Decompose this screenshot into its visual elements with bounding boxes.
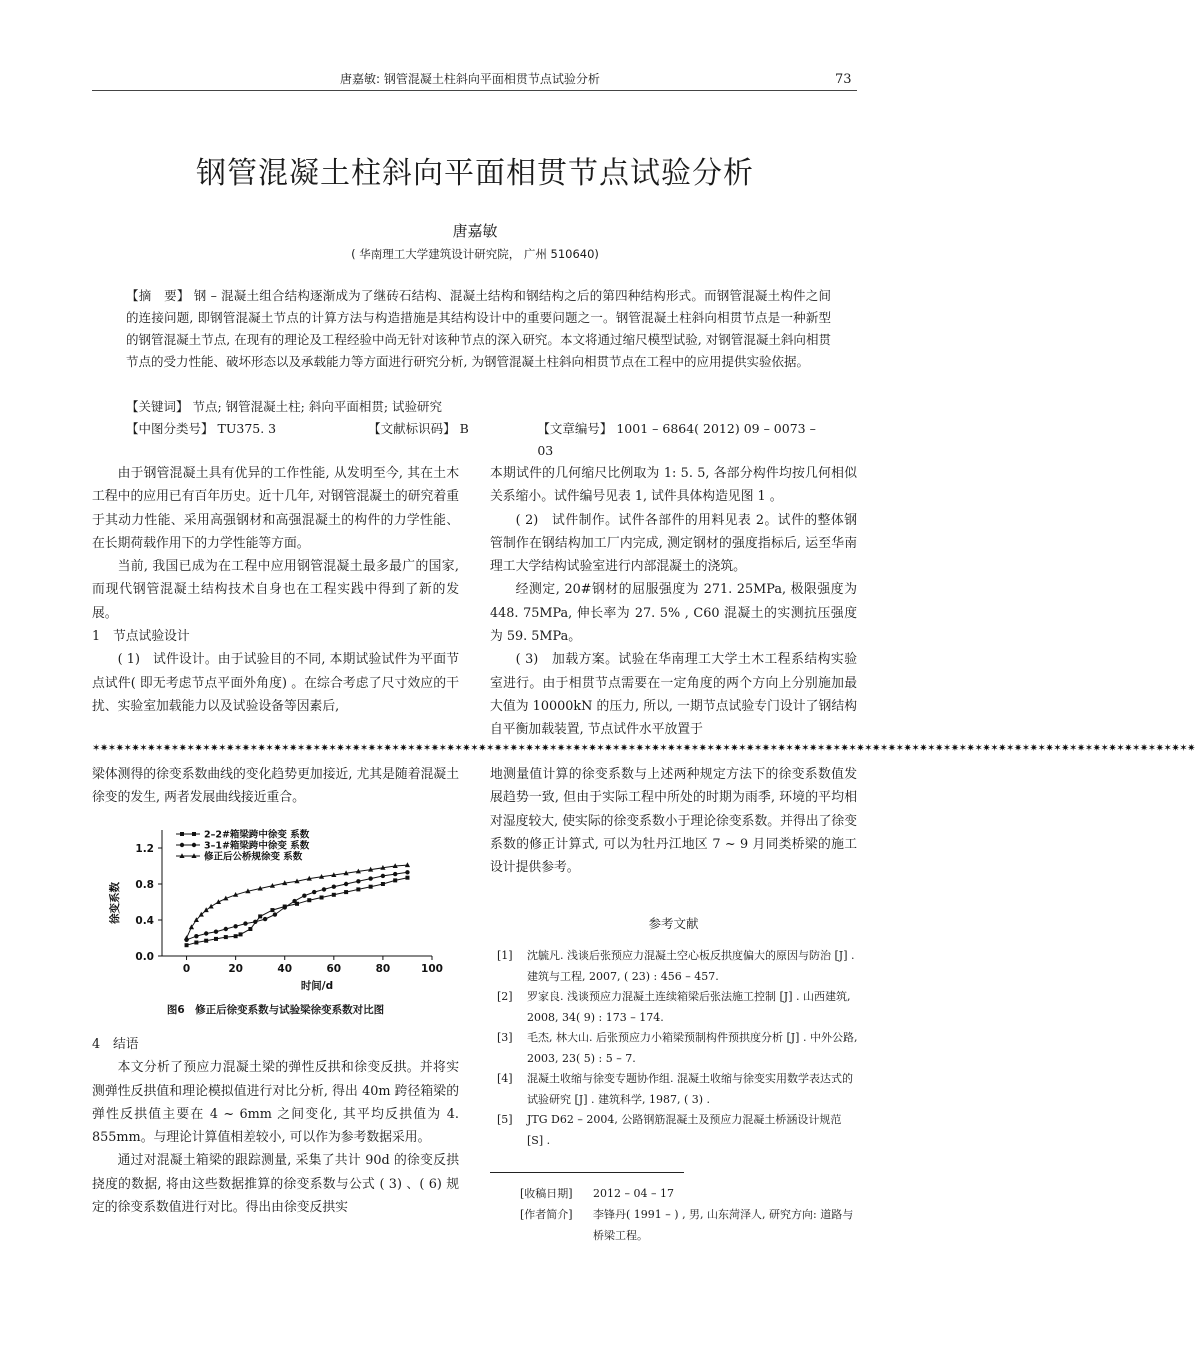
data-point	[322, 887, 326, 891]
received-value: 2012 – 04 – 17	[593, 1187, 674, 1200]
reference-text: 罗家良. 浅谈预应力混凝土连续箱梁后张法施工控制 [J] . 山西建筑, 2008, 34( 9) : 173 – 174.	[527, 990, 851, 1024]
data-point	[320, 896, 324, 900]
data-point	[184, 935, 189, 940]
paragraph: 本期试件的几何缩尺比例取为 1: 5. 5, 各部分构件均按几何相似关系缩小。试件编号见表 1, 试件具体构造见图 1 。	[490, 466, 857, 505]
reference-number: [2]	[497, 990, 513, 1003]
data-point	[185, 943, 189, 947]
data-point	[332, 893, 336, 897]
legend-label: 修正后公桥规徐变 系数	[204, 851, 303, 863]
conclusion-column	[92, 1033, 459, 1219]
data-point	[204, 907, 209, 912]
upper-right-column	[490, 462, 857, 742]
data-point	[248, 927, 252, 931]
clc-value: TU375. 3	[217, 421, 277, 436]
y-axis-label: 徐变系数	[109, 882, 121, 924]
article-title: 钢管混凝土柱斜向平面相贯节点试验分析	[196, 156, 754, 191]
data-point	[312, 890, 316, 894]
data-point	[204, 931, 208, 935]
data-point	[307, 898, 311, 902]
keywords-label: 【关键词】	[126, 399, 189, 414]
paragraph: 由于钢管混凝土具有优异的工作性能, 从发明至今, 其在土木工程中的应用已有百年历史。近十几年, 对钢管混凝土的研究着重于其动力性能、采用高强钢材和高强混凝土的构件的力学性能、在长期荷载作用下的力学性能等方面。	[92, 466, 459, 551]
reference-text: JTG D62 – 2004, 公路钢筋混凝土及预应力混凝土桥涵设计规范 [S] .	[527, 1113, 842, 1147]
reference-item	[497, 1069, 859, 1110]
abstract	[126, 285, 831, 373]
data-point	[302, 894, 306, 898]
legend-label: 3–1#箱梁跨中徐变 系数	[204, 840, 310, 852]
reference-item	[497, 1110, 859, 1151]
x-tick-label: 80	[375, 963, 391, 975]
data-point	[405, 862, 410, 867]
article-author: 唐嘉敏	[452, 222, 498, 240]
reference-text: 沈毓凡. 浅谈后张预应力混凝土空心板反拱度偏大的原因与防治 [J] . 建筑与工程, 2007, ( 23) : 456 – 457.	[527, 949, 855, 983]
data-point	[332, 885, 336, 889]
data-point	[204, 939, 208, 943]
x-tick-label: 40	[277, 963, 293, 975]
y-tick-label: 0.0	[135, 951, 154, 963]
x-tick-label: 0	[182, 963, 191, 975]
section-heading: 4 结语	[92, 1037, 139, 1052]
paragraph: 当前, 我国已成为在工程中应用钢管混凝土最多最广的国家, 而现代钢管混凝土结构技术自身也在工程实践中得到了新的发展。	[92, 559, 459, 621]
reference-number: [1]	[497, 949, 513, 962]
classification-line	[126, 418, 831, 462]
author-affiliation: ( 华南理工大学建筑设计研究院， 广州 510640)	[351, 247, 599, 261]
data-point	[273, 912, 277, 916]
bio-value: 李锋丹( 1991 – ) , 男, 山东菏泽人, 研究方向: 道路与桥梁工程。	[593, 1208, 854, 1242]
reference-text: 混凝土收缩与徐变专题协作组. 混凝土收缩与徐变实用数学表达式的试验研究 [J] . 建筑科学, 1987, ( 3) .	[527, 1072, 853, 1106]
paragraph: 经测定, 20#钢材的屈服强度为 271. 25MPa, 极限强度为 448. 75MPa, 伸长率为 27. 5% , C60 混凝土的实测抗压强度为 59. 5MPa。	[490, 582, 857, 645]
data-point	[239, 932, 243, 936]
article-no-label: 【文章编号】	[537, 421, 613, 436]
legend-marker	[180, 832, 184, 836]
data-point	[214, 937, 218, 941]
y-tick-label: 0.8	[135, 879, 154, 891]
abstract-label: 【摘 要】	[126, 288, 190, 303]
data-point	[292, 899, 296, 903]
paragraph: 通过对混凝土箱梁的跟踪测量, 采集了共计 90d 的徐变反拱挠度的数据, 将由这些数据推算的徐变系数与公式 ( 3) 、( 6) 规定的徐变系数值进行对比。得出由徐变反拱实	[92, 1153, 459, 1216]
article-no-group	[537, 418, 831, 462]
running-head: 唐嘉敏: 钢管混凝土柱斜向平面相贯节点试验分析	[340, 72, 600, 86]
received-date	[520, 1183, 860, 1204]
data-point	[393, 878, 397, 882]
reference-list	[497, 946, 859, 1151]
x-tick-label: 100	[421, 963, 443, 975]
figure-caption: 图6 修正后徐变系数与试验梁徐变系数对比图	[166, 1004, 385, 1016]
data-point	[194, 941, 198, 945]
clc-label: 【中图分类号】	[126, 421, 214, 436]
x-tick-label: 20	[228, 963, 243, 975]
bio-label: [作者简介]	[520, 1208, 573, 1221]
header-rule	[92, 90, 857, 91]
data-point	[344, 890, 348, 894]
data-point	[234, 934, 238, 938]
reference-number: [5]	[497, 1113, 513, 1126]
reference-item	[497, 1028, 859, 1069]
paragraph: 地测量值计算的徐变系数与上述两种规定方法下的徐变系数值发展趋势一致, 但由于实际工程中所处的时期为雨季, 环境的平均相对湿度较大, 使实际的徐变系数小于理论徐变系数。并得出了徐变系数的修正计算式, 可以为牡丹江地区 7 ~ 9 月同类桥梁的施工设计提供参考。	[490, 767, 857, 876]
abstract-text: 钢 – 混凝土组合结构逐渐成为了继砖石结构、混凝土结构和钢结构之后的第四种结构形式。而钢管混凝土构件之间的连接问题, 即钢管混凝土节点的计算方法与构造措施是其结构设计中的重要问题之一。钢管混凝土柱斜向相贯节点是一种新型的钢管混凝土节点, 在现有的理论及工程经验中尚无针对该种节点的深入研究。本文将通过缩尺模型试验, 对钢管混凝土斜向相贯节点的受力性能、破坏形态以及承载能力等方面进行研究分析, 为钢管混凝土柱斜向相贯节点在工程中的应用提供实验依据。	[126, 288, 831, 369]
data-point	[344, 882, 348, 886]
references-title: 参考文献	[648, 916, 699, 931]
section-heading: 1 节点试验设计	[92, 629, 190, 645]
data-point	[208, 904, 213, 909]
data-point	[224, 927, 228, 931]
article-no-value: 1001 – 6864( 2012) 09 – 0073 – 03	[537, 421, 816, 458]
x-axis-label: 时间/d	[300, 980, 334, 992]
series-line-1	[187, 878, 408, 946]
received-label: [收稿日期]	[520, 1187, 573, 1200]
data-point	[405, 870, 409, 874]
paragraph: 梁体测得的徐变系数曲线的变化趋势更加接近, 尤其是随着混凝土徐变的发生, 两者发展曲线接近重合。	[92, 767, 459, 806]
paragraph: ( 3) 加载方案。试验在华南理工大学土木工程系结构实验室进行。由于相贯节点需要在一定角度的两个方向上分别施加最大值为 10000kN 的压力, 所以, 一期节点试验专门设计了钢结构自平衡加载装置, 节点试件水平放置于	[490, 652, 857, 738]
paragraph: ( 2) 试件制作。试件各部件的用料见表 2。试件的整体钢管制作在钢结构加工厂内完成, 测定钢材的强度指标后, 运至华南理工大学结构试验室进行内部混凝土的浇筑。	[490, 512, 857, 575]
data-point	[253, 920, 257, 924]
y-tick-label: 1.2	[135, 843, 154, 855]
footnote-rule	[490, 1172, 684, 1173]
lower-left-column	[92, 763, 459, 810]
data-point	[194, 934, 198, 938]
reference-item	[497, 946, 859, 987]
legend-marker	[192, 843, 196, 847]
doc-code-value: B	[459, 421, 469, 436]
doc-code-group	[368, 418, 537, 462]
doc-code-label: 【文献标识码】	[368, 421, 456, 436]
data-point	[283, 905, 287, 909]
keywords-text: 节点; 钢管混凝土柱; 斜向平面相贯; 试验研究	[192, 399, 443, 414]
data-point	[243, 921, 247, 925]
paragraph: 本文分析了预应力混凝土梁的弹性反拱和徐变反拱。并将实测弹性反拱值和理论模拟值进行对比分析, 得出 40m 跨径箱梁的弹性反拱值主要在 4 ~ 6mm 之间变化, 其平均反拱值为 4. 855mm。与理论计算值相差较小, 可以作为参考数据采用。	[92, 1060, 459, 1146]
data-point	[405, 876, 409, 880]
author-bio	[520, 1204, 860, 1246]
data-point	[270, 908, 274, 912]
data-point	[258, 914, 262, 918]
data-point	[393, 872, 397, 876]
data-point	[356, 879, 360, 883]
data-point	[224, 935, 228, 939]
reference-item	[497, 987, 859, 1028]
paragraph: ( 1) 试件设计。由于试验目的不同, 本期试验试件为平面节点试件( 即无考虑节点平面外角度) 。在综合考虑了尺寸效应的干扰、实验室加载能力以及试验设备等因素后,	[92, 652, 459, 714]
reference-text: 毛杰, 林大山. 后张预应力小箱梁预制构件预拱度分析 [J] . 中外公路, 2003, 23( 5) : 5 – 7.	[527, 1031, 858, 1065]
x-tick-label: 60	[326, 963, 342, 975]
upper-left-column	[92, 462, 459, 718]
lower-right-column	[490, 763, 857, 879]
article-separator-strip: ✶✷✶✷✶✷✶✷✶✷✶✷✶✷✶✷✶✷✶✷✶✷✶✷✶✷✶✷✶✷✶✷✶✷✶✷✶✷✶✷✶✷✶✷✶✷✶✷✶✷✶✷✶✷✶✷✶✷✶✷✶✷✶✷✶✷✶✷✶✷✶✷✶✷✶✷✶✷✶✷✶✷✶✷✶✷✶✷✶✷✶✷✶✷✶✷✶✷✶✷✶✷✶✷✶✷✶✷✶✷✶✷✶✷✶✷✶✷✶✷✶✷✶✷✶✷✶✷✶✷✶✷✶✷✶✷✶✷✶✷	[92, 743, 1195, 754]
legend-marker	[180, 843, 184, 847]
clc-group	[126, 418, 368, 462]
article-notes	[520, 1183, 860, 1246]
data-point	[233, 924, 237, 928]
keywords	[126, 396, 831, 418]
data-point	[356, 887, 360, 891]
data-point	[214, 930, 218, 934]
legend-marker	[192, 832, 196, 836]
data-point	[368, 876, 372, 880]
data-point	[381, 874, 385, 878]
reference-number: [4]	[497, 1072, 513, 1085]
legend-label: 2–2#箱梁跨中徐变 系数	[204, 829, 310, 841]
data-point	[381, 882, 385, 886]
page-number: 73	[835, 72, 852, 87]
data-point	[263, 917, 267, 921]
y-tick-label: 0.4	[135, 915, 154, 927]
data-point	[369, 885, 373, 889]
reference-number: [3]	[497, 1031, 513, 1044]
creep-coefficient-chart	[100, 822, 460, 1000]
